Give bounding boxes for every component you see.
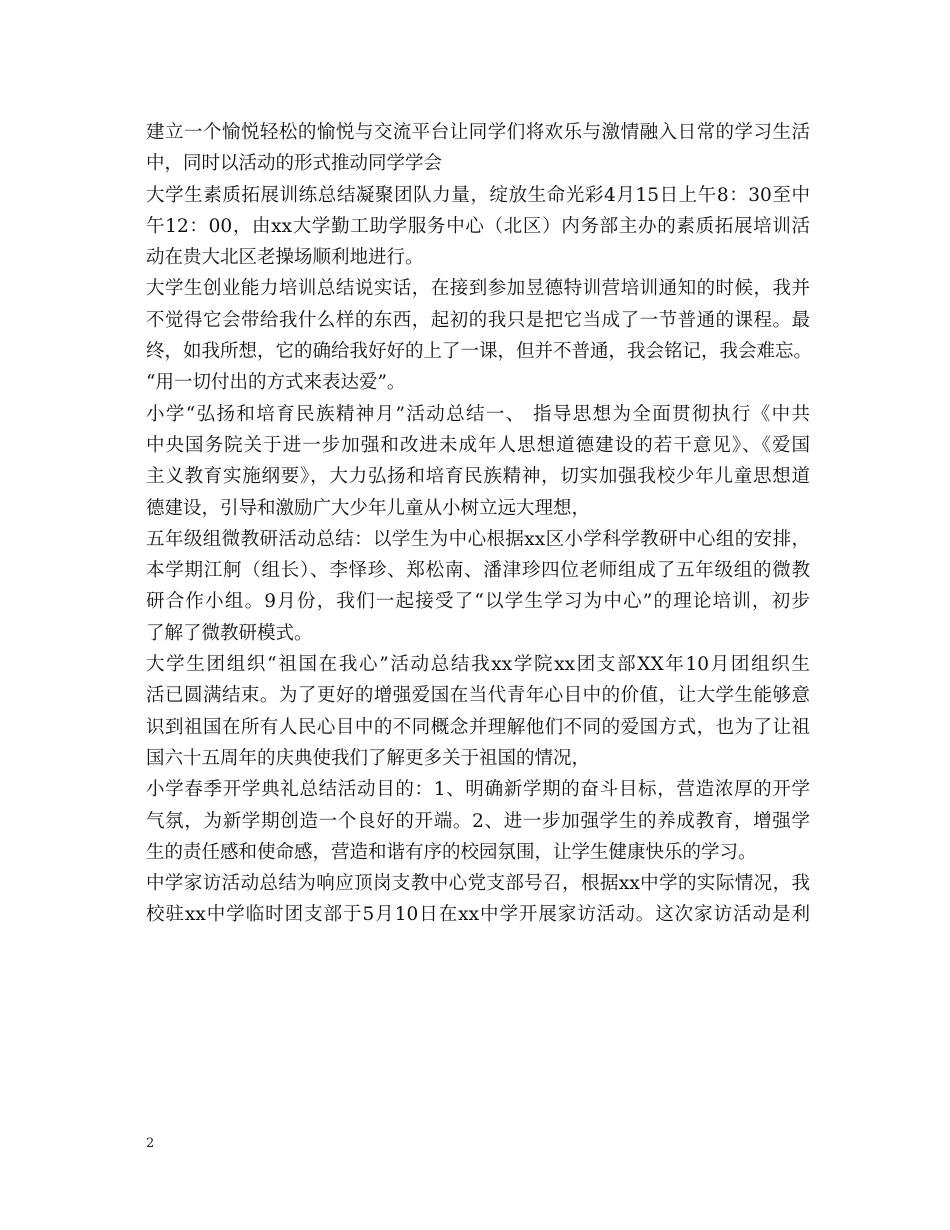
text-line: 终，如我所想，它的确给我好好的上了一课，但并不普通，我会铭记，我会难忘。 [146, 341, 813, 363]
paragraph-4 [146, 399, 810, 524]
text-line: 不觉得它会带给我什么样的东西，起初的我只是把它当成了一节普通的课程。最 [146, 309, 810, 331]
text-line: 小学春季开学典礼总结活动目的：1、明确新学期的奋斗目标，营造浓厚的开学 [146, 779, 810, 801]
document-body [146, 117, 813, 931]
text-line: 国六十五周年的庆典使我们了解更多关于祖国的情况， [146, 747, 591, 769]
paragraph-6 [146, 649, 810, 774]
text-line: 气氛，为新学期创造一个良好的开端。2、进一步加强学生的养成教育，增强学 [146, 810, 810, 832]
text-line: 校驻xx中学临时团支部于5月10日在xx中学开展家访活动。这次家访活动是利 [146, 904, 810, 926]
text-line: 大学生素质拓展训练总结凝聚团队力量，绽放生命光彩4月15日上午8：30至中 [146, 184, 810, 206]
text-line: 小学“弘扬和培育民族精神月”活动总结一、 指导思想为全面贯彻执行《中共 [146, 403, 810, 425]
text-line: 研合作小组。9月份，我们一起接受了“以学生学习为中心”的理论培训，初步 [146, 591, 810, 613]
text-line: 德建设，引导和激励广大少年儿童从小树立远大理想， [146, 497, 591, 519]
text-line: 生的责任感和使命感，营造和谐有序的校园氛围，让学生健康快乐的学习。 [146, 841, 757, 863]
text-line: 大学生创业能力培训总结说实话，在接到参加昱德特训营培训通知的时候，我并 [146, 278, 810, 300]
text-line: 午12：00，由xx大学勤工助学服务中心（北区）内务部主办的素质拓展培训活 [146, 215, 810, 237]
paragraph-2 [146, 180, 810, 274]
text-line: 动在贵大北区老操场顺利地进行。 [146, 247, 424, 269]
paragraph-8 [146, 868, 810, 931]
paragraph-7 [146, 774, 810, 868]
paragraph-3 [146, 273, 813, 398]
text-line: 了解了微教研模式。 [146, 622, 313, 644]
paragraph-5 [146, 524, 810, 649]
text-line: 中央国务院关于进一步加强和改进未成年人思想道德建设的若干意见》、《爱国 [146, 434, 810, 456]
text-line: 五年级组微教研活动总结：以学生为中心根据xx区小学科学教研中心组的安排， [146, 528, 810, 550]
page-number: 2 [146, 1136, 155, 1151]
text-line: 主义教育实施纲要》，大力弘扬和培育民族精神，切实加强我校少年儿童思想道 [146, 466, 810, 488]
text-line: “用一切付出的方式来表达爱”。 [146, 372, 406, 394]
paragraph-1 [146, 117, 810, 180]
text-line: 建立一个愉悦轻松的愉悦与交流平台让同学们将欢乐与激情融入日常的学习生活 [146, 122, 810, 143]
text-line: 识到祖国在所有人民心目中的不同概念并理解他们不同的爱国方式，也为了让祖 [146, 716, 810, 738]
text-line: 中学家访活动总结为响应顶岗支教中心党支部号召，根据xx中学的实际情况，我 [146, 873, 810, 895]
text-line: 本学期江舸（组长）、李怿珍、郑松南、潘津珍四位老师组成了五年级组的微教 [146, 560, 810, 582]
text-line: 中，同时以活动的形式推动同学学会 [146, 153, 443, 175]
text-line: 活已圆满结束。为了更好的增强爱国在当代青年心目中的价值，让大学生能够意 [146, 685, 810, 707]
text-line: 大学生团组织“祖国在我心”活动总结我xx学院xx团支部XX年10月团组织生 [146, 654, 810, 676]
